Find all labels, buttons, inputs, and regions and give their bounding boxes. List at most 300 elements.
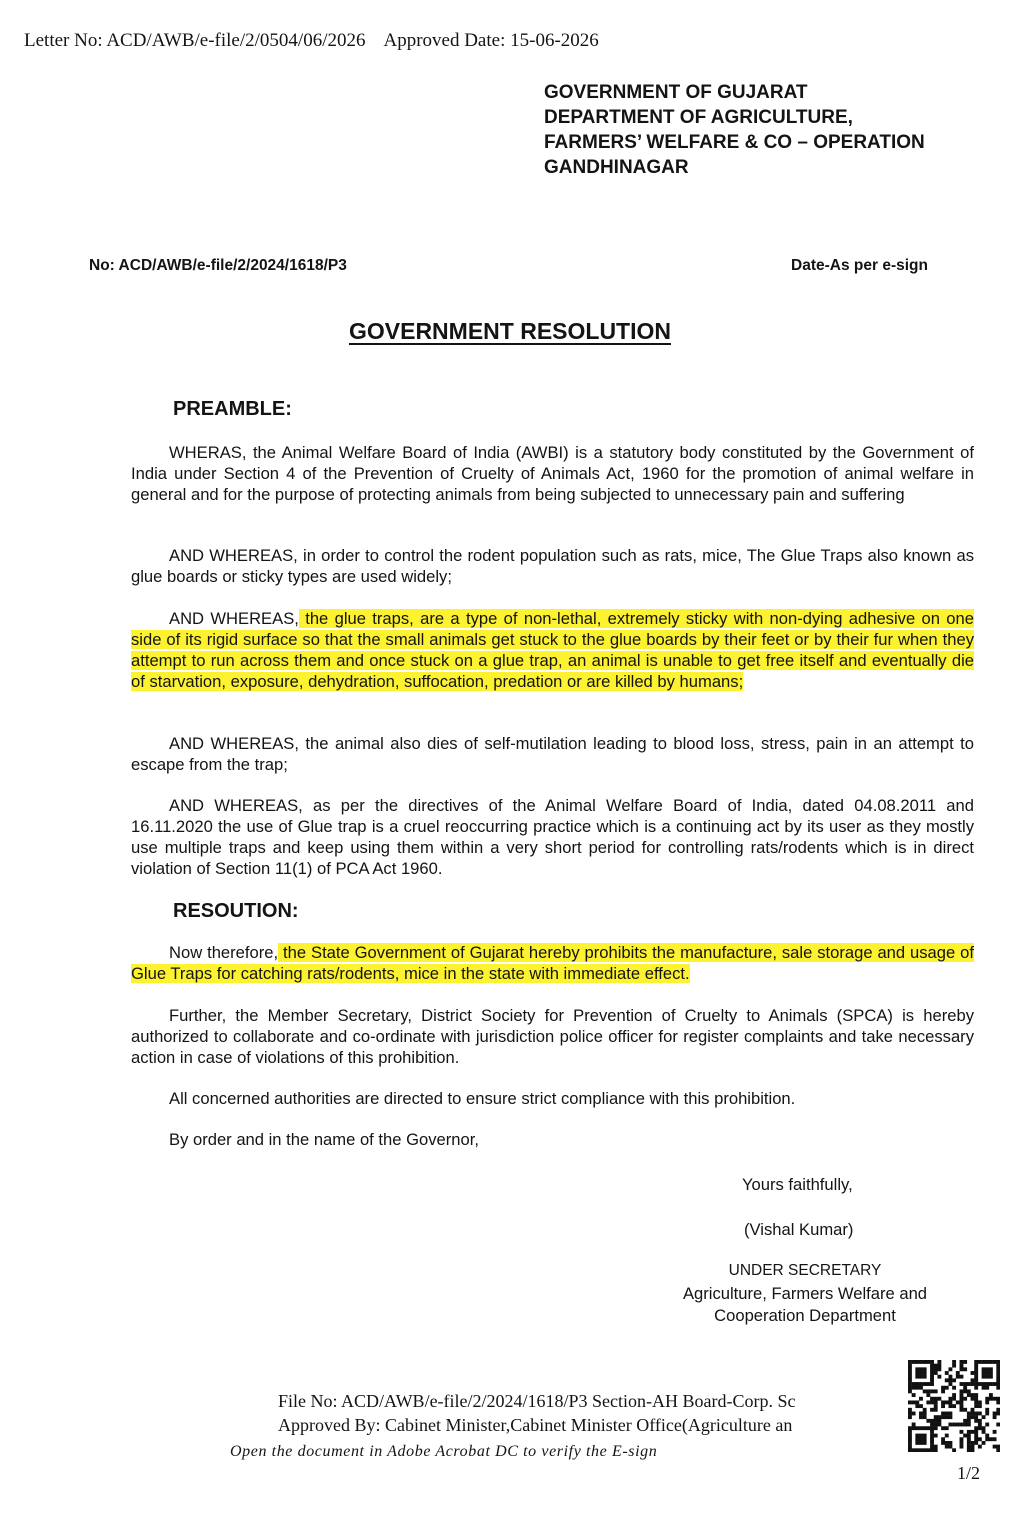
qr-module: [978, 1360, 982, 1364]
qr-module: [934, 1367, 938, 1371]
qr-module: [952, 1448, 956, 1452]
qr-module: [971, 1445, 975, 1449]
qr-module: [930, 1430, 934, 1434]
qr-module: [912, 1412, 916, 1416]
qr-module: [989, 1382, 993, 1386]
qr-module: [912, 1360, 916, 1364]
qr-module: [941, 1441, 945, 1445]
qr-module: [978, 1400, 982, 1404]
qr-module: [923, 1389, 927, 1393]
closing-salutation: Yours faithfully,: [742, 1175, 853, 1194]
qr-module: [956, 1423, 960, 1427]
qr-module: [978, 1445, 982, 1449]
qr-module: [996, 1378, 1000, 1382]
qr-module: [974, 1430, 978, 1434]
document-title: GOVERNMENT RESOLUTION: [348, 318, 671, 344]
qr-module: [915, 1404, 919, 1408]
qr-module: [941, 1437, 945, 1441]
qr-module: [996, 1400, 1000, 1404]
qr-module: [963, 1423, 967, 1427]
qr-module: [926, 1448, 930, 1452]
qr-module: [967, 1419, 971, 1423]
qr-module: [960, 1397, 964, 1401]
footer-file-no: File No: ACD/AWB/e-file/2/2024/1618/P3 Section-AH Board-Corp. Sc: [278, 1391, 796, 1411]
resolution-heading: RESOUTION:: [173, 900, 299, 922]
qr-module: [937, 1375, 941, 1379]
qr-module: [967, 1445, 971, 1449]
qr-module: [948, 1412, 952, 1416]
qr-module: [960, 1445, 964, 1449]
qr-module: [937, 1397, 941, 1401]
qr-module: [915, 1441, 919, 1445]
signer-name: (Vishal Kumar): [744, 1220, 854, 1239]
qr-module: [996, 1408, 1000, 1412]
qr-module: [930, 1441, 934, 1445]
qr-module: [982, 1382, 986, 1386]
qr-module: [985, 1423, 989, 1427]
qr-module: [960, 1441, 964, 1445]
qr-module: [948, 1382, 952, 1386]
qr-module: [937, 1419, 941, 1423]
paragraph-lead: AND WHEREAS,: [169, 609, 299, 628]
qr-module: [956, 1375, 960, 1379]
qr-module: [934, 1423, 938, 1427]
qr-module: [993, 1430, 997, 1434]
qr-module: [912, 1386, 916, 1390]
qr-module: [919, 1448, 923, 1452]
qr-module: [996, 1371, 1000, 1375]
qr-module: [934, 1415, 938, 1419]
qr-module: [974, 1404, 978, 1408]
approved-date-value: 15-06-2026: [510, 30, 599, 51]
qr-module: [930, 1382, 934, 1386]
qr-module: [930, 1364, 934, 1368]
qr-module: [967, 1423, 971, 1427]
qr-module: [996, 1423, 1000, 1427]
qr-module: [908, 1386, 912, 1390]
qr-module: [945, 1434, 949, 1438]
qr-module: [956, 1371, 960, 1375]
qr-module: [908, 1434, 912, 1438]
reference-number: No: ACD/AWB/e-file/2/2024/1618/P3: [89, 257, 347, 274]
qr-module: [926, 1360, 930, 1364]
qr-module: [923, 1448, 927, 1452]
qr-module: [930, 1400, 934, 1404]
qr-module: [934, 1371, 938, 1375]
qr-module: [982, 1371, 986, 1375]
qr-module: [996, 1397, 1000, 1401]
letter-no-value: ACD/AWB/e-file/2/0504/06/2026: [106, 30, 366, 51]
qr-module: [971, 1393, 975, 1397]
qr-module: [908, 1408, 912, 1412]
qr-module: [978, 1437, 982, 1441]
highlight-content: the State Government of Gujarat hereby prohibits the manufacture, sale storage and usage of Glue Traps for catching rats/rodents, mice in the state with immediate effect.: [131, 943, 974, 983]
qr-module: [915, 1400, 919, 1404]
qr-module: [960, 1437, 964, 1441]
qr-module: [963, 1397, 967, 1401]
footer-file-info: [278, 1389, 873, 1437]
qr-module: [915, 1360, 919, 1364]
qr-module: [919, 1437, 923, 1441]
qr-module: [930, 1426, 934, 1430]
qr-module: [960, 1393, 964, 1397]
qr-module: [915, 1382, 919, 1386]
qr-module: [923, 1367, 927, 1371]
qr-module: [974, 1386, 978, 1390]
qr-module: [978, 1412, 982, 1416]
qr-module: [945, 1371, 949, 1375]
qr-module: [930, 1445, 934, 1449]
footer-approved-by: Approved By: Cabinet Minister,Cabinet Minister Office(Agriculture an: [278, 1415, 793, 1435]
qr-module: [930, 1389, 934, 1393]
highlight-content: the glue traps, are a type of non-lethal, extremely sticky with non-dying adhesive on one side of its rigid surface so that the small animals get stuck to the glue boards by their feet or by their fur when they attempt to run across them and once stuck on a glue trap, an animal is unable to get free itself and eventually die of starvation, exposure, dehydration, suffocation, predation or are killed by humans;: [131, 609, 974, 691]
qr-module: [971, 1378, 975, 1382]
qr-module: [978, 1423, 982, 1427]
qr-module: [960, 1423, 964, 1427]
qr-module: [985, 1367, 989, 1371]
qr-module: [908, 1400, 912, 1404]
qr-module: [915, 1371, 919, 1375]
qr-module: [912, 1382, 916, 1386]
qr-module: [915, 1367, 919, 1371]
qr-module: [974, 1375, 978, 1379]
qr-module: [919, 1360, 923, 1364]
preamble-paragraph-4: AND WHEREAS, the animal also dies of self-mutilation leading to blood loss, stress, pain in an attempt to escape from the trap;: [131, 734, 974, 774]
qr-module: [971, 1408, 975, 1412]
qr-module: [908, 1371, 912, 1375]
qr-module: [926, 1419, 930, 1423]
qr-module: [941, 1386, 945, 1390]
approved-date-label: Approved Date:: [383, 30, 506, 51]
qr-module: [934, 1389, 938, 1393]
qr-module: [919, 1441, 923, 1445]
qr-module: [919, 1397, 923, 1401]
qr-module: [926, 1393, 930, 1397]
qr-module: [982, 1367, 986, 1371]
qr-module: [967, 1448, 971, 1452]
qr-module: [930, 1434, 934, 1438]
qr-module: [912, 1400, 916, 1404]
qr-module: [948, 1375, 952, 1379]
qr-module: [915, 1434, 919, 1438]
qr-module: [908, 1412, 912, 1416]
qr-module: [982, 1441, 986, 1445]
qr-module: [908, 1430, 912, 1434]
qr-module: [948, 1397, 952, 1401]
qr-module: [978, 1382, 982, 1386]
page-number: 1/2: [957, 1463, 981, 1483]
qr-module: [993, 1382, 997, 1386]
qr-module: [985, 1371, 989, 1375]
qr-module: [912, 1448, 916, 1452]
qr-module: [945, 1412, 949, 1416]
qr-module: [996, 1412, 1000, 1416]
header-line-dept: DEPARTMENT OF AGRICULTURE,: [544, 107, 853, 128]
qr-module: [982, 1415, 986, 1419]
header-line-city: GANDHINAGAR: [544, 157, 689, 178]
paragraph-lead: Now therefore,: [169, 943, 279, 962]
qr-module: [926, 1389, 930, 1393]
qr-module: [937, 1423, 941, 1427]
qr-module: [967, 1412, 971, 1416]
qr-module: [930, 1375, 934, 1379]
header-line-govt: GOVERNMENT OF GUJARAT: [544, 82, 808, 103]
qr-module: [919, 1415, 923, 1419]
qr-module: [934, 1426, 938, 1430]
qr-module: [963, 1419, 967, 1423]
qr-module: [908, 1437, 912, 1441]
qr-module: [989, 1367, 993, 1371]
qr-module: [930, 1360, 934, 1364]
qr-module: [960, 1400, 964, 1404]
qr-module: [967, 1430, 971, 1434]
qr-module: [908, 1360, 912, 1364]
qr-module: [956, 1400, 960, 1404]
qr-module: [923, 1434, 927, 1438]
qr-module: [971, 1415, 975, 1419]
qr-code-icon: [908, 1360, 1000, 1452]
qr-module: [941, 1426, 945, 1430]
qr-module: [908, 1378, 912, 1382]
qr-module: [934, 1434, 938, 1438]
qr-module: [963, 1360, 967, 1364]
qr-module: [982, 1375, 986, 1379]
qr-module: [952, 1393, 956, 1397]
qr-module: [923, 1375, 927, 1379]
qr-module: [967, 1434, 971, 1438]
qr-module: [971, 1448, 975, 1452]
qr-module: [948, 1423, 952, 1427]
qr-module: [996, 1386, 1000, 1390]
qr-module: [919, 1412, 923, 1416]
resolution-paragraph-3: All concerned authorities are directed to ensure strict compliance with this prohibition.: [169, 1089, 796, 1108]
qr-module: [985, 1397, 989, 1401]
qr-module: [945, 1441, 949, 1445]
qr-module: [919, 1371, 923, 1375]
qr-module: [974, 1437, 978, 1441]
qr-module: [974, 1382, 978, 1386]
qr-module: [945, 1445, 949, 1449]
qr-module: [948, 1400, 952, 1404]
qr-module: [919, 1367, 923, 1371]
qr-module: [963, 1382, 967, 1386]
qr-module: [967, 1389, 971, 1393]
qr-module: [985, 1400, 989, 1404]
qr-module: [930, 1419, 934, 1423]
qr-module: [974, 1419, 978, 1423]
qr-module: [960, 1382, 964, 1386]
department-line-2: Cooperation Department: [714, 1306, 896, 1325]
qr-module: [923, 1382, 927, 1386]
qr-module: [952, 1397, 956, 1401]
header-line-welfare: FARMERS’ WELFARE & CO – OPERATION: [544, 132, 925, 153]
qr-module: [978, 1419, 982, 1423]
department-line-1: Agriculture, Farmers Welfare and: [682, 1284, 928, 1303]
qr-module: [996, 1360, 1000, 1364]
qr-module: [948, 1404, 952, 1408]
qr-module: [996, 1445, 1000, 1449]
qr-module: [967, 1393, 971, 1397]
qr-module: [974, 1393, 978, 1397]
qr-module: [985, 1382, 989, 1386]
qr-module: [937, 1367, 941, 1371]
qr-module: [985, 1408, 989, 1412]
qr-module: [982, 1426, 986, 1430]
qr-module: [934, 1445, 938, 1449]
qr-module: [952, 1360, 956, 1364]
qr-module: [952, 1364, 956, 1368]
qr-module: [974, 1397, 978, 1401]
qr-module: [908, 1445, 912, 1449]
qr-module: [974, 1360, 978, 1364]
qr-module: [908, 1441, 912, 1445]
qr-module: [971, 1430, 975, 1434]
qr-module: [948, 1378, 952, 1382]
qr-module: [985, 1437, 989, 1441]
qr-module: [985, 1386, 989, 1390]
qr-module: [941, 1412, 945, 1416]
qr-module: [989, 1397, 993, 1401]
qr-module: [960, 1360, 964, 1364]
qr-module: [978, 1404, 982, 1408]
qr-module: [952, 1386, 956, 1390]
qr-module: [923, 1415, 927, 1419]
qr-module: [993, 1445, 997, 1449]
qr-module: [996, 1382, 1000, 1386]
qr-module: [941, 1400, 945, 1404]
qr-module: [989, 1393, 993, 1397]
qr-module: [974, 1441, 978, 1445]
qr-module: [930, 1423, 934, 1427]
qr-module: [989, 1375, 993, 1379]
signer-title: UNDER SECRETARY: [728, 1262, 882, 1279]
qr-module: [945, 1378, 949, 1382]
qr-module: [908, 1375, 912, 1379]
qr-module: [974, 1371, 978, 1375]
qr-module: [989, 1360, 993, 1364]
qr-module: [945, 1426, 949, 1430]
qr-module: [926, 1400, 930, 1404]
qr-module: [974, 1367, 978, 1371]
qr-module: [934, 1404, 938, 1408]
qr-module: [960, 1364, 964, 1368]
qr-module: [930, 1408, 934, 1412]
qr-module: [930, 1371, 934, 1375]
qr-module: [912, 1426, 916, 1430]
qr-module: [974, 1378, 978, 1382]
qr-module: [908, 1364, 912, 1368]
qr-module: [960, 1404, 964, 1408]
qr-module: [941, 1389, 945, 1393]
qr-module: [996, 1448, 1000, 1452]
qr-module: [934, 1397, 938, 1401]
qr-module: [937, 1364, 941, 1368]
qr-module: [930, 1367, 934, 1371]
preamble-paragraph-2: AND WHEREAS, in order to control the rodent population such as rats, mice, The Glue Traps also known as glue boards or sticky types are used widely;: [131, 546, 974, 586]
qr-module: [945, 1400, 949, 1404]
qr-module: [967, 1441, 971, 1445]
qr-module: [912, 1393, 916, 1397]
qr-module: [908, 1415, 912, 1419]
qr-module: [915, 1375, 919, 1379]
qr-module: [923, 1441, 927, 1445]
qr-module: [963, 1434, 967, 1438]
qr-module: [985, 1375, 989, 1379]
qr-module: [948, 1367, 952, 1371]
qr-module: [985, 1412, 989, 1416]
qr-module: [960, 1367, 964, 1371]
qr-module: [937, 1415, 941, 1419]
qr-module: [996, 1375, 1000, 1379]
qr-module: [960, 1389, 964, 1393]
qr-module: [919, 1375, 923, 1379]
qr-module: [945, 1386, 949, 1390]
qr-module: [923, 1426, 927, 1430]
qr-module: [952, 1423, 956, 1427]
qr-module: [919, 1386, 923, 1390]
qr-module: [974, 1400, 978, 1404]
qr-module: [952, 1378, 956, 1382]
resolution-paragraph-2: Further, the Member Secretary, District Society for Prevention of Cruelty to Animals (SPCA) is hereby authorized to collaborate and co-ordinate with jurisdiction police officer for register complaints and take necessary action in case of violations of this prohibition.: [131, 1006, 974, 1067]
qr-module: [941, 1415, 945, 1419]
qr-module: [934, 1448, 938, 1452]
qr-module: [934, 1408, 938, 1412]
qr-module: [967, 1415, 971, 1419]
preamble-paragraph-1: WHERAS, the Animal Welfare Board of India (AWBI) is a statutory body constituted by the Government of India under Section 4 of the Prevention of Cruelty of Animals Act, 1960 for the promotion of animal welfare in general and for the purpose of protecting animals from being subjected to unnecessary pain and suffering: [131, 443, 974, 504]
qr-module: [971, 1382, 975, 1386]
qr-module: [978, 1426, 982, 1430]
qr-module: [982, 1430, 986, 1434]
qr-module: [937, 1360, 941, 1364]
qr-module: [923, 1437, 927, 1441]
qr-module: [930, 1448, 934, 1452]
resolution-paragraph-1: [131, 942, 974, 984]
qr-module: [908, 1382, 912, 1386]
qr-module: [923, 1371, 927, 1375]
qr-module: [974, 1434, 978, 1438]
qr-module: [963, 1386, 967, 1390]
qr-module: [934, 1419, 938, 1423]
qr-module: [930, 1378, 934, 1382]
qr-module: [993, 1412, 997, 1416]
qr-module: [952, 1404, 956, 1408]
qr-module: [996, 1367, 1000, 1371]
qr-module: [923, 1412, 927, 1416]
qr-module: [941, 1404, 945, 1408]
qr-module: [945, 1415, 949, 1419]
qr-module: [963, 1389, 967, 1393]
qr-module: [974, 1426, 978, 1430]
qr-module: [908, 1426, 912, 1430]
qr-module: [993, 1397, 997, 1401]
qr-module: [985, 1434, 989, 1438]
qr-module: [908, 1448, 912, 1452]
qr-module: [974, 1364, 978, 1368]
qr-module: [974, 1412, 978, 1416]
qr-module: [930, 1437, 934, 1441]
qr-module: [989, 1371, 993, 1375]
qr-module: [923, 1408, 927, 1412]
qr-module: [948, 1441, 952, 1445]
qr-module: [919, 1382, 923, 1386]
qr-module: [996, 1364, 1000, 1368]
qr-module: [971, 1412, 975, 1416]
qr-module: [948, 1445, 952, 1449]
qr-module: [989, 1437, 993, 1441]
qr-module: [915, 1448, 919, 1452]
qr-module: [934, 1364, 938, 1368]
letter-no-label: Letter No:: [24, 30, 103, 51]
